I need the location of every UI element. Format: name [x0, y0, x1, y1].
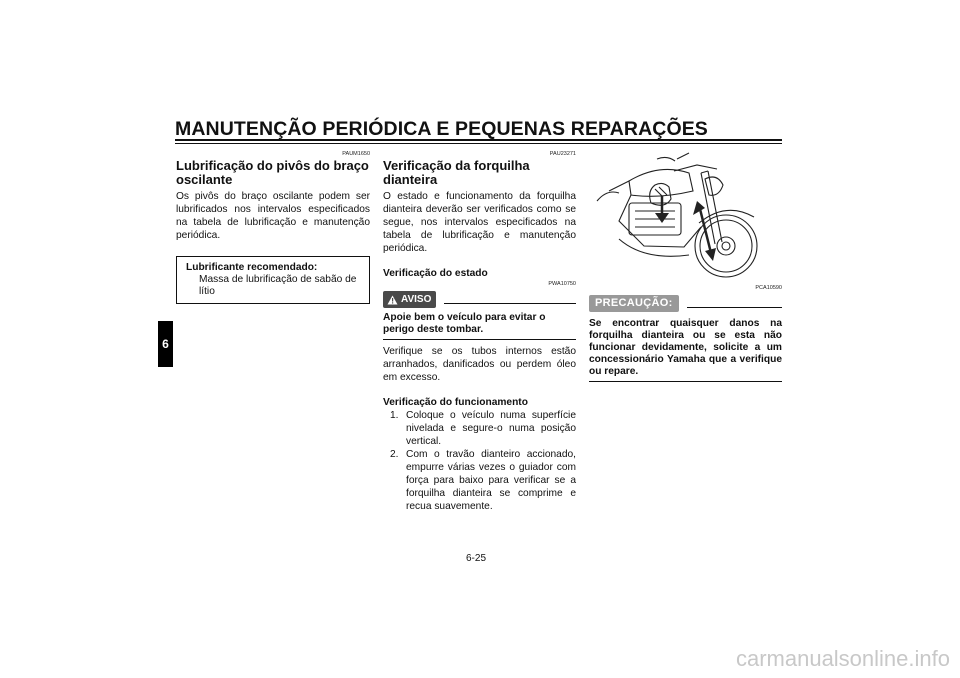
right-column — [589, 151, 782, 387]
figure-code: PCA10590 — [755, 285, 782, 291]
header-rule — [175, 139, 782, 141]
left-column — [176, 151, 370, 304]
warning-text: Apoie bem o veículo para evitar o perigo deste tombar. — [383, 312, 546, 335]
watermark: carmanualsonline.info — [735, 646, 950, 671]
warning-triangle-icon — [387, 295, 398, 305]
warning-code: PWA10750 — [548, 281, 576, 287]
warning-badge — [383, 291, 436, 308]
motorcycle-fork-illustration — [589, 151, 782, 281]
section-code: PAU23271 — [549, 151, 576, 157]
operation-heading: Verificação do funcionamento — [383, 397, 528, 408]
condition-heading: Verificação do estado — [383, 268, 488, 279]
section-intro: O estado e funcionamento da forquilha dianteira deverão ser verificados como se segue, nos intervalos especificados na tabela de lubrificação e manutenção periódica. — [383, 191, 576, 254]
list-item — [383, 448, 576, 513]
step-number: 2. — [390, 449, 399, 460]
lubricant-label: Lubrificante recomendado: — [186, 262, 318, 273]
lubricant-box — [176, 256, 370, 304]
section-body: Os pivôs do braço oscilante podem ser lubrificados nos intervalos especificados na tabela de lubrificação e manutenção periódica. — [176, 191, 370, 241]
step-text: Coloque o veículo numa superfície nivelada e segure-o numa posição vertical. — [406, 410, 576, 447]
header-rule-thin — [175, 143, 782, 144]
page-header-title: MANUTENÇÃO PERIÓDICA E PEQUENAS REPARAÇÕES — [175, 118, 708, 140]
warning-label: AVISO — [401, 294, 432, 305]
condition-text: Verifique se os tubos internos estão arranhados, danificados ou perdem óleo em excesso. — [383, 346, 576, 383]
step-number: 1. — [390, 410, 399, 421]
warning-separator — [383, 339, 576, 340]
step-text: Com o travão dianteiro accionado, empurre várias vezes o guiador com força para baixo para verificar se a forquilha dianteira se comprime e recua suavemente. — [406, 449, 576, 512]
page-number: 6-25 — [466, 553, 487, 564]
section-title: Lubrificação do pivôs do braço oscilante — [176, 158, 369, 187]
chapter-tab: 6 — [158, 321, 173, 367]
warning-rule — [444, 303, 576, 304]
warning-header — [383, 291, 576, 308]
middle-column — [383, 151, 576, 513]
section-code: PAUM1650 — [342, 151, 370, 157]
caution-rule — [687, 307, 782, 308]
caution-text: Se encontrar quaisquer danos na forquilha dianteira ou se esta não funcionar devidamente, solicite a um concessionário Yamaha que a verifique ou repare. — [589, 318, 782, 377]
caution-badge: PRECAUÇÃO: — [589, 295, 679, 312]
section-title: Verificação da forquilha dianteira — [383, 158, 530, 187]
caution-separator — [589, 381, 782, 382]
lubricant-value: Massa de lubrificação de sabão de lítio — [199, 274, 357, 297]
list-item — [383, 409, 576, 448]
caution-header — [589, 295, 782, 312]
operation-steps — [383, 409, 576, 513]
